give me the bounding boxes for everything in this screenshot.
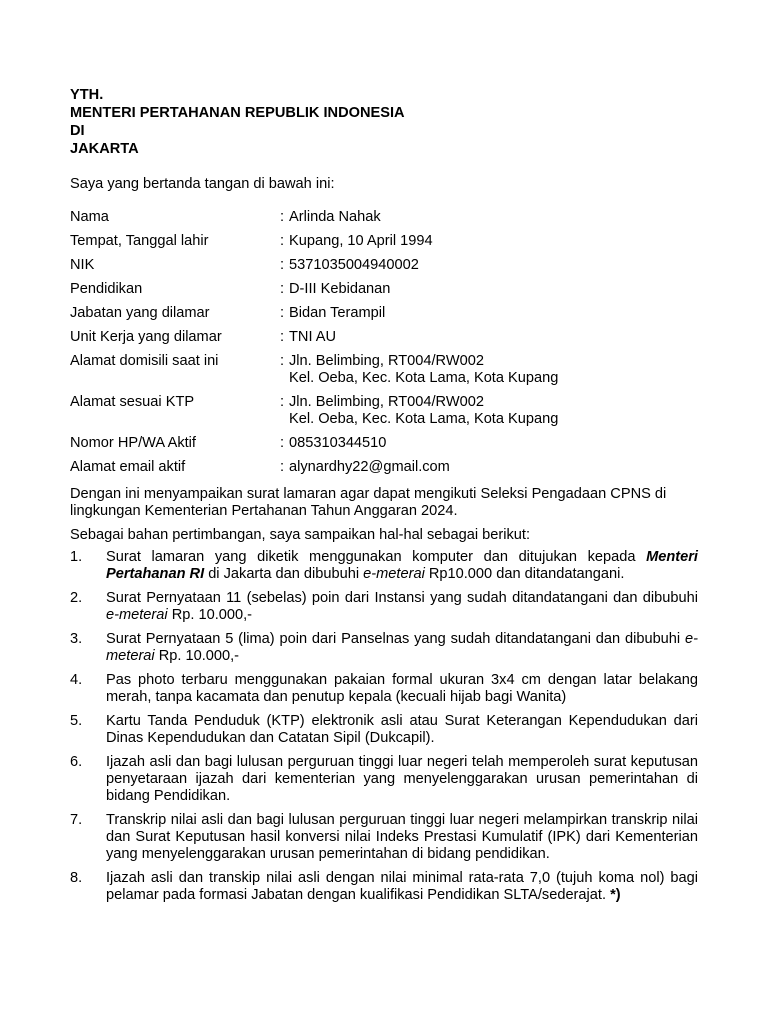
field-colon: : xyxy=(280,459,285,475)
field-label: Tempat, Tanggal lahir xyxy=(70,233,209,249)
list-item-number: 8. xyxy=(70,870,83,886)
field-row-email xyxy=(70,459,710,476)
field-value xyxy=(289,257,710,274)
addressee-block xyxy=(70,87,405,159)
list-item xyxy=(70,631,698,665)
list-item-text: Kartu Tanda Penduduk (KTP) elektronik asli atau Surat Keterangan Kependudukan dari Dinas Kependudukan dan Catatan Sipil (Dukcapil). xyxy=(106,713,698,746)
field-value-line: Kupang, 10 April 1994 xyxy=(289,233,433,249)
list-item xyxy=(70,549,698,583)
field-value-line: 085310344510 xyxy=(289,435,387,451)
list-item-text xyxy=(106,590,698,624)
addressee-city: JAKARTA xyxy=(70,141,139,157)
field-label: Nama xyxy=(70,209,109,225)
field-value xyxy=(289,353,710,387)
field-value xyxy=(289,305,710,322)
field-label: NIK xyxy=(70,257,95,273)
list-item-number: 1. xyxy=(70,549,83,565)
field-colon: : xyxy=(280,329,285,345)
field-value-line: alynardhy22@gmail.com xyxy=(289,459,450,475)
emeterai-term: e-meterai xyxy=(363,566,425,582)
field-value-line: Arlinda Nahak xyxy=(289,209,381,225)
field-value-line: D-III Kebidanan xyxy=(289,281,391,297)
list-item-number: 7. xyxy=(70,812,83,828)
emeterai-term: e-meterai xyxy=(106,607,168,623)
field-row-name xyxy=(70,209,710,226)
field-value xyxy=(289,233,710,250)
addressee-salutation: YTH. xyxy=(70,87,104,103)
field-row-ktp-address xyxy=(70,394,710,428)
list-item-number: 2. xyxy=(70,590,83,606)
text-run: Surat Pernyataan 11 (sebelas) poin dari Instansi yang sudah ditandatangani dan dibubuhi xyxy=(106,590,698,606)
text-run: Rp. 10.000,- xyxy=(154,648,240,664)
field-value xyxy=(289,209,710,226)
field-value xyxy=(289,281,710,298)
field-label: Jabatan yang dilamar xyxy=(70,305,210,321)
field-value xyxy=(289,329,710,346)
field-colon: : xyxy=(280,435,285,451)
list-item-number: 5. xyxy=(70,713,83,729)
field-colon: : xyxy=(280,257,285,273)
field-label: Unit Kerja yang dilamar xyxy=(70,329,222,345)
field-colon: : xyxy=(280,394,285,410)
text-run: Surat Pernyataan 5 (lima) poin dari Panselnas yang sudah ditandatangani dan dibubuhi xyxy=(106,631,686,647)
field-value xyxy=(289,459,710,476)
text-run: Rp. 10.000,- xyxy=(167,607,253,623)
field-colon: : xyxy=(280,305,285,321)
field-value-line: TNI AU xyxy=(289,329,337,345)
field-value xyxy=(289,435,710,452)
field-value-line: Jln. Belimbing, RT004/RW002 xyxy=(289,394,484,410)
list-item-text xyxy=(106,549,698,583)
application-statement: Dengan ini menyampaikan surat lamaran agar dapat mengikuti Seleksi Pengadaan CPNS di lingkungan Kementerian Pertahanan Tahun Anggaran 2024. xyxy=(70,486,667,519)
list-item xyxy=(70,754,698,805)
list-item-text xyxy=(106,631,698,665)
list-item xyxy=(70,713,698,747)
field-row-nik xyxy=(70,257,710,274)
list-item xyxy=(70,590,698,624)
text-run: Rp10.000 dan ditandatangani. xyxy=(424,566,625,582)
considerations-intro: Sebagai bahan pertimbangan, saya sampaikan hal-hal sebagai berikut: xyxy=(70,527,531,543)
field-value-line: 5371035004940002 xyxy=(289,257,419,273)
text-run: Ijazah asli dan transkip nilai asli dengan nilai minimal rata-rata 7,0 (tujuh koma nol) bagi pelamar pada formasi Jabatan dengan kualifikasi Pendidikan SLTA/sederajat. xyxy=(106,870,698,903)
list-item-text: Transkrip nilai asli dan bagi lulusan perguruan tinggi luar negeri melampirkan transkrip nilai dan Surat Keputusan hasil konversi nilai Indeks Prestasi Kumulatif (IPK) dari Kementerian yang menyelenggarakan urusan pemerintahan di bidang pendidikan. xyxy=(106,812,698,862)
list-item xyxy=(70,870,698,904)
addressee-preposition: DI xyxy=(70,123,85,139)
footnote-marker: *) xyxy=(610,887,621,903)
requirements-list xyxy=(70,549,698,911)
field-value xyxy=(289,394,710,428)
field-row-phone xyxy=(70,435,710,452)
field-colon: : xyxy=(280,233,285,249)
field-value-line: Jln. Belimbing, RT004/RW002 xyxy=(289,353,484,369)
field-colon: : xyxy=(280,209,285,225)
addressee-emphasis: Menteri Pertahanan RI xyxy=(106,549,698,582)
field-label: Alamat domisili saat ini xyxy=(70,353,219,369)
field-colon: : xyxy=(280,281,285,297)
list-item-number: 6. xyxy=(70,754,83,770)
text-run: di Jakarta dan dibubuhi xyxy=(204,566,364,582)
field-row-position xyxy=(70,305,710,322)
list-item xyxy=(70,672,698,706)
field-value-line-2: Kel. Oeba, Kec. Kota Lama, Kota Kupang xyxy=(289,411,559,427)
text-run: Surat lamaran yang diketik menggunakan komputer dan ditujukan kepada xyxy=(106,549,647,565)
intro-text: Saya yang bertanda tangan di bawah ini: xyxy=(70,176,335,192)
list-item-text: Pas photo terbaru menggunakan pakaian formal ukuran 3x4 cm dengan latar belakang merah, tanpa kacamata dan penutup kepala (kecuali hijab bagi Wanita) xyxy=(106,672,698,705)
field-label: Alamat sesuai KTP xyxy=(70,394,195,410)
field-label: Alamat email aktif xyxy=(70,459,186,475)
applicant-fields xyxy=(70,209,710,483)
field-label: Nomor HP/WA Aktif xyxy=(70,435,196,451)
addressee-title: MENTERI PERTAHANAN REPUBLIK INDONESIA xyxy=(70,105,405,121)
emeterai-term: e-meterai xyxy=(106,631,698,664)
field-row-domicile xyxy=(70,353,710,387)
field-row-education xyxy=(70,281,710,298)
list-item-number: 3. xyxy=(70,631,83,647)
field-value-line-2: Kel. Oeba, Kec. Kota Lama, Kota Kupang xyxy=(289,370,559,386)
field-label: Pendidikan xyxy=(70,281,143,297)
list-item-text: Ijazah asli dan bagi lulusan perguruan tinggi luar negeri telah memperoleh surat keputusan penyetaraan ijazah dari kementerian yang menyelenggarakan urusan pemerintahan di bidang Pendidikan. xyxy=(106,754,698,804)
list-item xyxy=(70,812,698,863)
field-row-birth xyxy=(70,233,710,250)
field-colon: : xyxy=(280,353,285,369)
field-value-line: Bidan Terampil xyxy=(289,305,386,321)
list-item-text xyxy=(106,870,698,904)
list-item-number: 4. xyxy=(70,672,83,688)
field-row-unit xyxy=(70,329,710,346)
